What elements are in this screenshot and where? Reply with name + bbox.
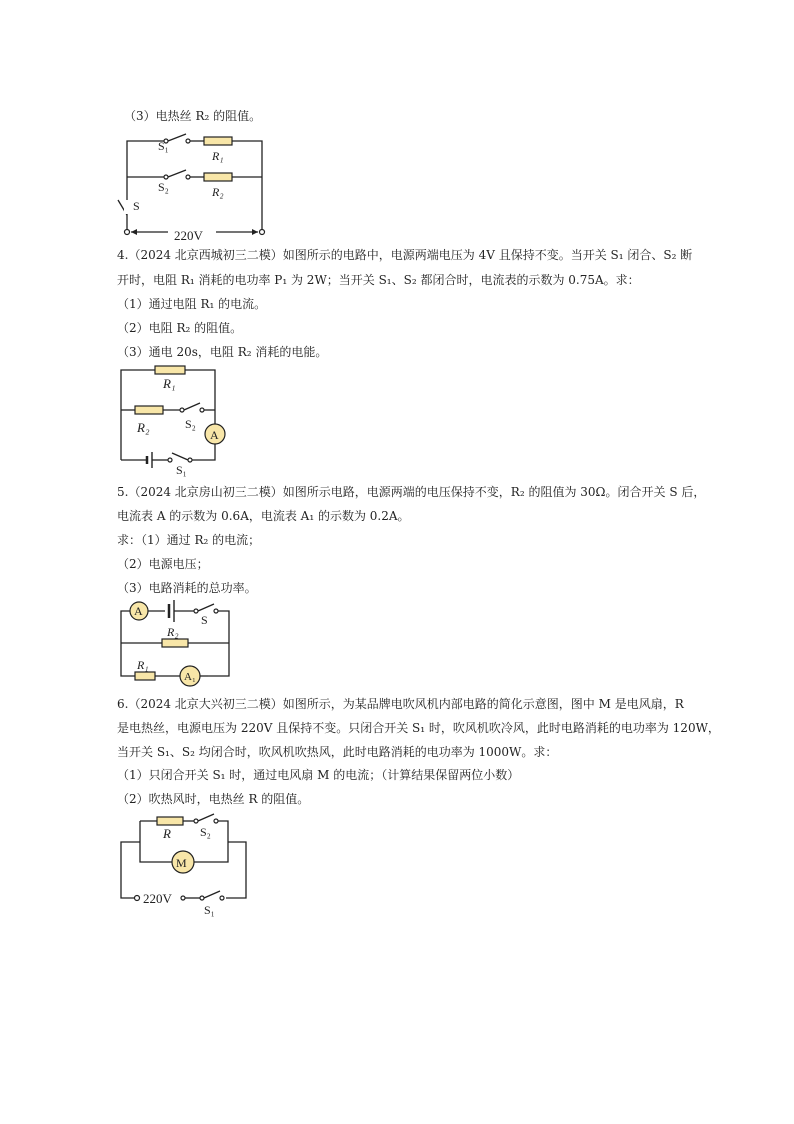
label-r1: R₁	[163, 376, 176, 391]
q4-part1: （1）通过电阻 R₁ 的电流。	[117, 297, 267, 311]
label-r2: R₂	[167, 625, 179, 639]
label-r2: R₂	[137, 420, 150, 435]
label-a: A	[134, 604, 143, 618]
label-r1: R₁	[212, 149, 224, 163]
label-s1: S₁	[204, 903, 215, 917]
label-r1: R₁	[137, 658, 149, 672]
label-a: A	[210, 428, 219, 442]
q3-part3: （3）电热丝 R₂ 的阻值。	[124, 109, 262, 123]
label-s1: S₁	[176, 463, 187, 477]
q4-part3: （3）通电 20s，电阻 R₂ 消耗的电能。	[117, 345, 328, 359]
label-s1: S₁	[158, 139, 169, 153]
q5-stem-line1: 5.（2024 北京房山初三二模）如图所示电路，电源两端的电压保持不变，R₂ 的阻值为 30Ω。闭合开关 S 后，	[117, 485, 706, 499]
q5-part1: 求：（1）通过 R₂ 的电流；	[117, 533, 261, 547]
q6-part2: （2）吹热风时，电热丝 R 的阻值。	[117, 792, 310, 806]
label-r: R	[163, 826, 171, 841]
label-a1: A₁	[184, 671, 196, 683]
label-220v: 220V	[143, 891, 172, 906]
label-m: M	[176, 856, 187, 870]
q5-part2: （2）电源电压；	[117, 557, 209, 571]
resistor-r	[157, 817, 183, 825]
label-s2: S₂	[158, 180, 169, 194]
label-s2: S₂	[185, 417, 196, 431]
label-s: S	[201, 613, 208, 627]
q4-stem-line1: 4.（2024 北京西城初三二模）如图所示的电路中，电源两端电压为 4V 且保持不变。当开关 S₁ 闭合、S₂ 断	[117, 248, 693, 262]
q6-part1: （1）只闭合开关 S₁ 时，通过电风扇 M 的电流；（计算结果保留两位小数）	[117, 768, 520, 782]
q4-part2: （2）电阻 R₂ 的阻值。	[117, 321, 243, 335]
label-s2: S₂	[200, 825, 211, 839]
label-s: S	[133, 199, 140, 213]
q6-stem-line2: 是电热丝，电源电压为 220V 且保持不变。只闭合开关 S₁ 时，吹风机吹冷风，此时电路消耗的电功率为 120W，	[117, 721, 720, 735]
q5-stem-line2: 电流表 A 的示数为 0.6A，电流表 A₁ 的示数为 0.2A。	[117, 509, 410, 523]
label-r2: R₂	[212, 185, 224, 199]
q6-stem-line3: 当开关 S₁、S₂ 均闭合时，吹风机吹热风，此时电路消耗的电功率为 1000W。求：	[117, 745, 558, 759]
q6-stem-line1: 6.（2024 北京大兴初三二模）如图所示，为某品牌电吹风机内部电路的简化示意图，图中 M 是电风扇，R	[117, 697, 684, 711]
q4-stem-line2: 开时，电阻 R₁ 消耗的电功率 P₁ 为 2W；当开关 S₁、S₂ 都闭合时，电流表的示数为 0.75A。求：	[117, 273, 640, 287]
label-220v: 220V	[174, 228, 203, 243]
q5-part3: （3）电路消耗的总功率。	[117, 581, 257, 595]
